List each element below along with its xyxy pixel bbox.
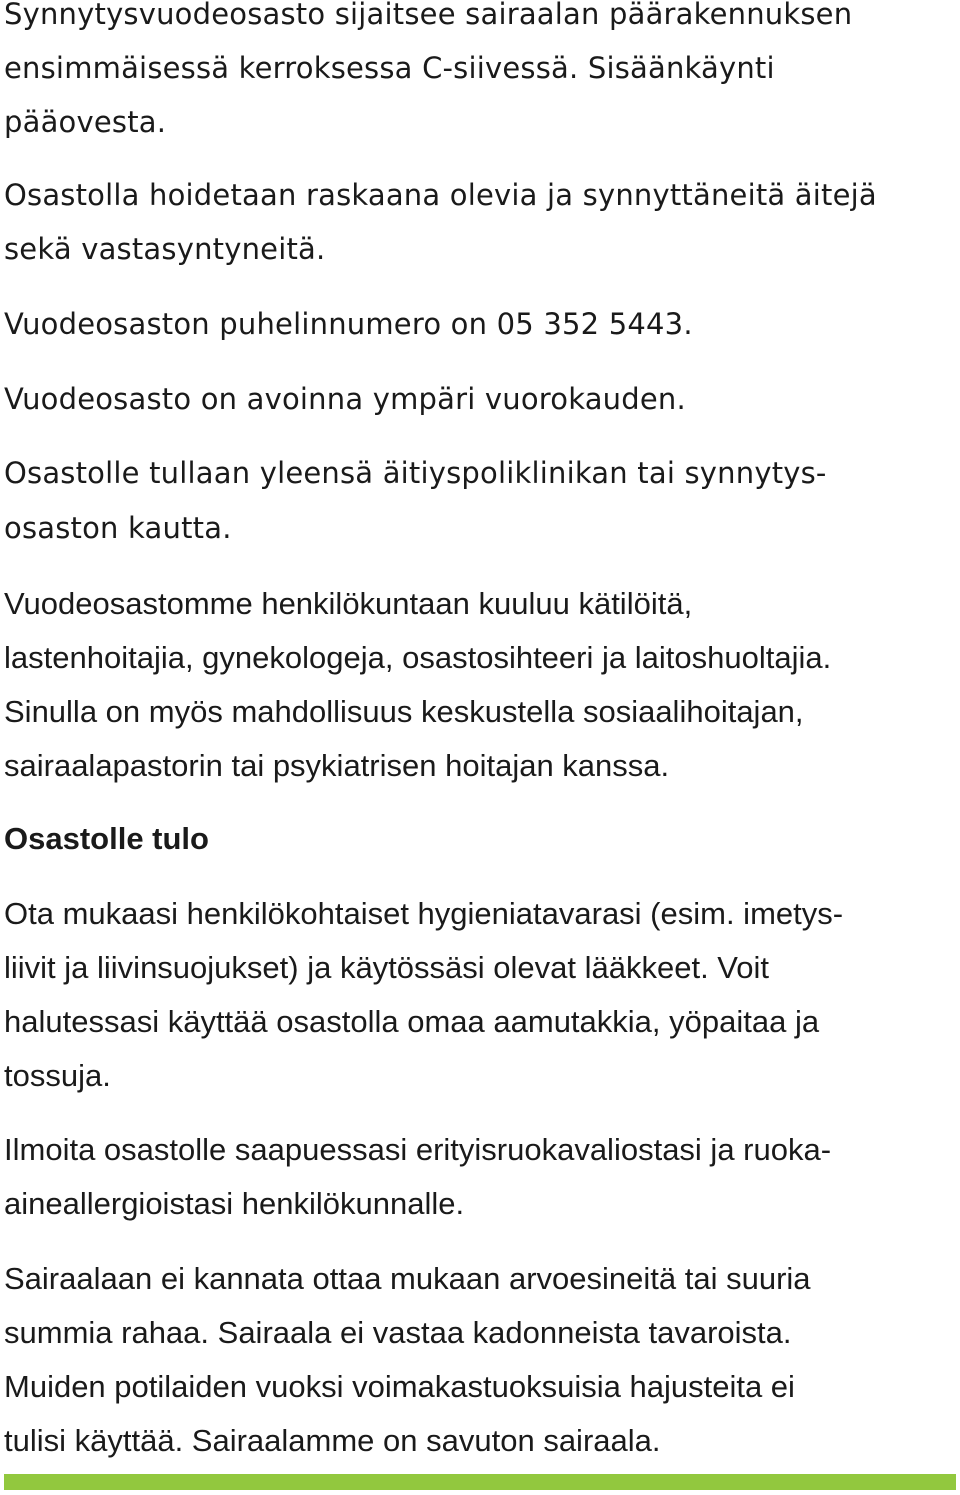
bottom-accent-bar — [4, 1474, 956, 1490]
text-line: Sairaalaan ei kannata ottaa mukaan arvoesineitä tai suuria — [4, 1261, 811, 1296]
text-line: halutessasi käyttää osastolla omaa aamutakkia, yöpaitaa ja — [4, 1004, 820, 1039]
text-line: ensimmäisessä kerroksessa C-siivessä. Sisäänkäynti — [4, 51, 775, 85]
section-heading: Osastolle tulo — [4, 821, 209, 856]
text-line: lastenhoitajia, gynekologeja, osastosihteeri ja laitoshuoltajia. — [4, 640, 832, 675]
text-line: sekä vastasyntyneitä. — [4, 232, 326, 266]
text-line: sairaalapastorin tai psykiatrisen hoitajan kanssa. — [4, 748, 670, 783]
text-line: Osastolle tullaan yleensä äitiyspoliklinikan tai synnytys- — [4, 456, 827, 490]
text-line: Synnytysvuodeosasto sijaitsee sairaalan päärakennuksen — [4, 0, 853, 31]
text-line: aineallergioistasi henkilökunnalle. — [4, 1186, 465, 1221]
text-line: Muiden potilaiden vuoksi voimakastuoksuisia hajusteita ei — [4, 1369, 795, 1404]
text-line: tulisi käyttää. Sairaalamme on savuton sairaala. — [4, 1423, 661, 1458]
text-line: tossuja. — [4, 1058, 111, 1093]
text-line: Vuodeosasto on avoinna ympäri vuorokauden. — [4, 382, 686, 416]
text-line: summia rahaa. Sairaala ei vastaa kadonneista tavaroista. — [4, 1315, 792, 1350]
text-line: osaston kautta. — [4, 511, 232, 545]
phone-line: Vuodeosaston puhelinnumero on 05 352 5443. — [4, 307, 693, 341]
text-line: liivit ja liivinsuojukset) ja käytössäsi olevat lääkkeet. Voit — [4, 950, 770, 985]
text-line: Ota mukaasi henkilökohtaiset hygieniatavarasi (esim. imetys- — [4, 896, 844, 931]
text-line: Sinulla on myös mahdollisuus keskustella sosiaalihoitajan, — [4, 694, 804, 729]
text-line: Ilmoita osastolle saapuessasi erityisruokavaliostasi ja ruoka- — [4, 1132, 832, 1167]
text-line: pääovesta. — [4, 105, 167, 139]
text-line: Vuodeosastomme henkilökuntaan kuuluu kätilöitä, — [4, 586, 693, 621]
text-line: Osastolla hoidetaan raskaana olevia ja synnyttäneitä äitejä — [4, 178, 877, 212]
